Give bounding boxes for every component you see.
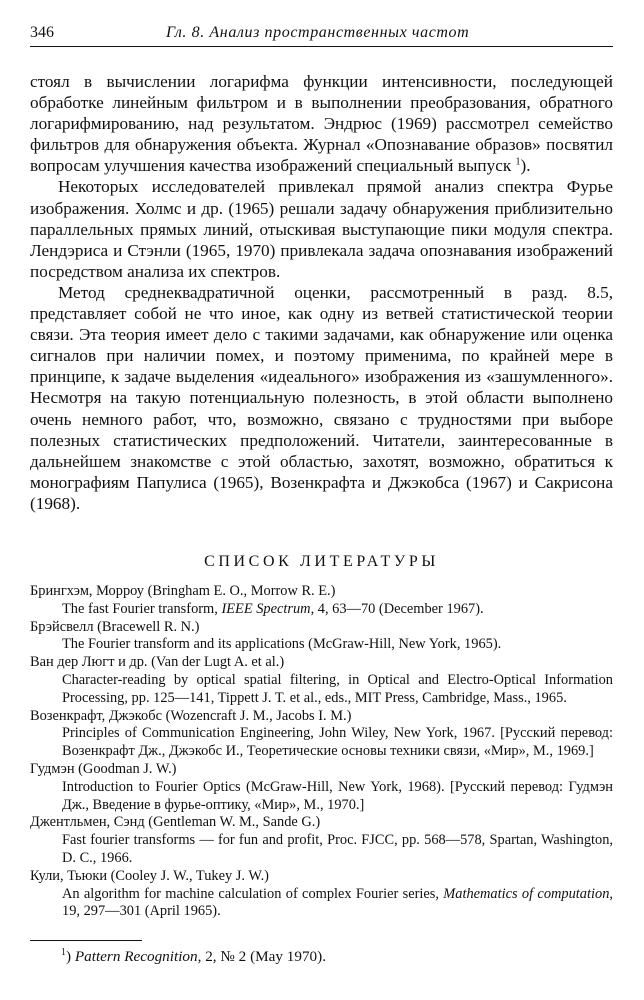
reference-entry bbox=[30, 619, 613, 655]
paragraph: Некоторых исследователей привлекал прямой анализ спектра Фурье изображения. Холмс и др. (1965) решали задачу обнаружения приблизительно параллельных прямых линий, отыскивая выступающие пики модуля спектра. Лендэриса и Стэнли (1965, 1970) привлекала задача опознавания изображений посредством анализа их спектров. bbox=[30, 177, 613, 281]
reference-work: Principles of Communication Engineering, John Wiley, New York, 1967. [Русский перевод: Возенкрафт Дж., Джэкобс И., Теоретические основы техники связи, «Мир», М., 1969.] bbox=[62, 725, 613, 760]
reference-authors: Кули, Тьюки (Cooley J. W., Tukey J. W.) bbox=[30, 867, 269, 884]
footnote-mark: 1 bbox=[61, 946, 66, 958]
reference-authors: Брэйсвелл (Bracewell R. N.) bbox=[30, 618, 200, 635]
reference-authors: Брингхэм, Морроу (Bringham E. O., Morrow R. E.) bbox=[30, 582, 336, 599]
reference-entry bbox=[30, 583, 613, 619]
reference-entry bbox=[30, 814, 613, 867]
reference-authors: Джентльмен, Сэнд (Gentleman W. M., Sande G.) bbox=[30, 814, 321, 831]
footnote-marker: 1 bbox=[515, 156, 521, 168]
paragraph-text-end: ). bbox=[520, 156, 531, 176]
reference-entry bbox=[30, 761, 613, 814]
reference-entry bbox=[30, 868, 613, 921]
reference-authors: Гудмэн (Goodman J. W.) bbox=[30, 760, 177, 777]
footnote-journal: Pattern Recognition bbox=[74, 948, 198, 965]
references-heading: СПИСОК ЛИТЕРАТУРЫ bbox=[204, 552, 439, 570]
reference-work: Fast fourier transforms — for fun and profit, Proc. FJCC, pp. 568—578, Spartan, Washington, D. C., 1966. bbox=[62, 832, 613, 866]
paragraph: Метод среднеквадратичной оценки, рассмотренный в разд. 8.5, представляет собой не что иное, как одну из ветвей статистической теории связи. Эта теория имеет дело с такими задачами, как обнаружение или оценка сигналов при наличии помех, и поэтому применима, по крайней мере в принципе, к задаче выделения «идеального» изображения из «зашумленного». Несмотря на такую потенциальную полезность, в этой области выполнено очень немного работ, что, возможно, связано с трудностями при выборе полезных статистических предположений. Читатели, заинтересованные в дальнейшем знакомстве с этой областью, захотят, возможно, обратиться к монографиям Папулиса (1965), Возенкрафта и Джэкобса (1967) и Сакрисона (1968). bbox=[30, 282, 613, 513]
paragraph bbox=[30, 71, 613, 176]
footnote-rule bbox=[30, 940, 142, 941]
header-rule bbox=[30, 46, 613, 47]
journal-title: Mathematics of computation bbox=[443, 885, 610, 902]
book-page bbox=[30, 24, 613, 921]
running-title: Гл. 8. Анализ пространственных частот bbox=[166, 24, 470, 41]
page-number: 346 bbox=[30, 24, 54, 41]
reference-authors: Возенкрафт, Джэкобс (Wozencraft J. M., Jacobs I. M.) bbox=[30, 707, 352, 724]
reference-work: Introduction to Fourier Optics (McGraw-Hill, New York, 1968). [Русский перевод: Гудмэн Дж., Введение в фурье-оптику, «Мир», М., 1970.] bbox=[62, 778, 613, 813]
main-text bbox=[30, 71, 613, 514]
reference-work: The Fourier transform and its applications (McGraw-Hill, New York, 1965). bbox=[62, 636, 502, 653]
reference-work: Character-reading by optical spatial filtering, in Optical and Electro-Optical Information Processing, pp. 125—141, Tippett J. T. et al., eds., MIT Press, Cambridge, Mass., 1965. bbox=[62, 671, 613, 706]
footnote-details: , 2, № 2 (May 1970). bbox=[197, 948, 326, 965]
journal-title: IEEE Spectrum bbox=[221, 600, 311, 617]
reference-list bbox=[30, 583, 613, 921]
footnote: $^1$) Pattern Recognition, 2, № 2 (May 1970). bbox=[61, 946, 326, 965]
reference-entry bbox=[30, 654, 613, 707]
reference-authors: Ван дер Люгт и др. (Van der Lugt A. et al.) bbox=[30, 654, 285, 671]
paragraph-text: стоял в вычислении логарифма функции интенсивности, последующей обработке линейным фильтром и в выполнении преобразования, обратного логарифмированию, над результатом. Эндрюс (1969) рассмотрел семейство фильтров для обнаружения объекта. Журнал «Опознавание образов» посвятил вопросам улучшения качества изображений специальный выпуск bbox=[30, 72, 613, 176]
reference-entry bbox=[30, 708, 613, 761]
reference-work: The fast Fourier transform, IEEE Spectrum, 4, 63—70 (December 1967). bbox=[62, 600, 484, 617]
page-header bbox=[30, 24, 613, 48]
reference-work: An algorithm for machine calculation of complex Fourier series, Mathematics of computation, 19, 297—301 (April 1965). bbox=[62, 885, 613, 920]
